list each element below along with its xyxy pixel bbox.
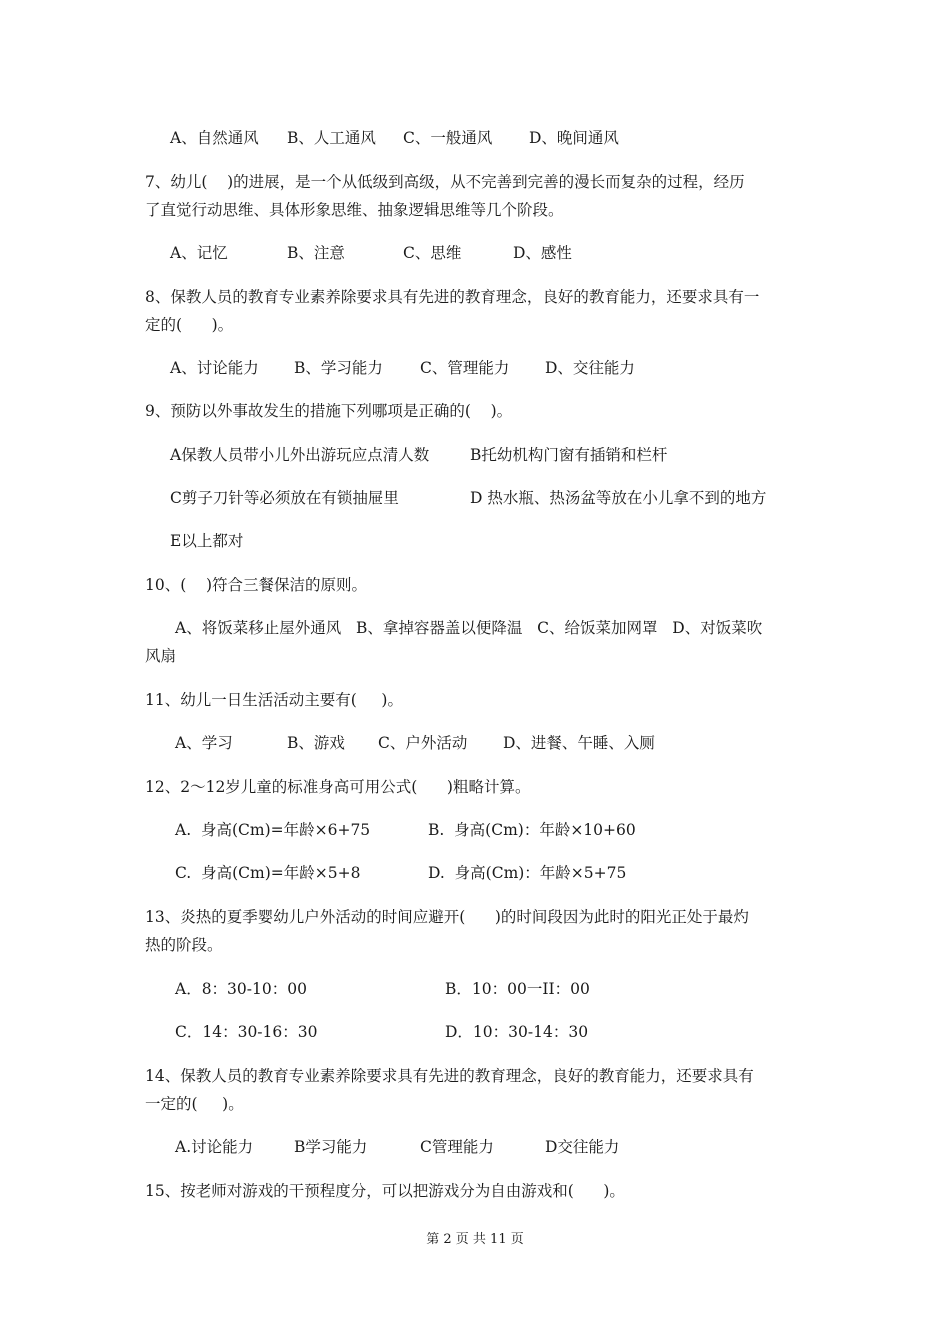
q14-option-a: A.讨论能力 xyxy=(175,1138,254,1156)
q11-option-c: C、户外活动 xyxy=(378,734,468,752)
q6-option-d: D、晚间通风 xyxy=(529,129,619,147)
q10-question: 10、( )符合三餐保洁的原则。 xyxy=(145,576,368,594)
q11-question: 11、幼儿一日生活活动主要有( )。 xyxy=(145,691,403,709)
q8-option-d: D、交往能力 xyxy=(545,359,635,377)
q9-option-d: D 热水瓶、热汤盆等放在小儿拿不到的地方 xyxy=(470,489,767,507)
q14-option-b: B学习能力 xyxy=(294,1138,368,1156)
q6-option-a: A、自然通风 xyxy=(170,129,259,147)
q7-option-a: A、记忆 xyxy=(170,244,228,262)
q14-option-d: D交往能力 xyxy=(545,1138,620,1156)
q9-option-b: B托幼机构门窗有插销和栏杆 xyxy=(470,446,668,464)
q7-option-d: D、感性 xyxy=(513,244,572,262)
q7-option-b: B、注意 xyxy=(287,244,345,262)
q9-option-a: A保教人员带小儿外出游玩应点清人数 xyxy=(170,446,430,464)
q6-option-b: B、人工通风 xyxy=(287,129,376,147)
q8-question-line1: 8、保教人员的教育专业素养除要求具有先进的教育理念，良好的教育能力，还要求具有一 xyxy=(145,288,760,306)
q9-question: 9、预防以外事故发生的措施下列哪项是正确的( )。 xyxy=(145,402,513,420)
q7-option-c: C、思维 xyxy=(403,244,462,262)
q14-question-line1: 14、保教人员的教育专业素养除要求具有先进的教育理念，良好的教育能力，还要求具有 xyxy=(145,1067,754,1085)
page-footer: 第 2 页 共 11 页 xyxy=(426,1232,524,1247)
q12-option-c: C. 身高(Cm)=年龄×5+8 xyxy=(175,864,361,882)
q12-option-a: A. 身高(Cm)=年龄×6+75 xyxy=(175,821,371,839)
q11-option-b: B、游戏 xyxy=(287,734,345,752)
q8-option-c: C、管理能力 xyxy=(420,359,510,377)
q12-question: 12、2～12岁儿童的标准身高可用公式( )粗略计算。 xyxy=(145,778,531,796)
q6-option-c: C、一般通风 xyxy=(403,129,493,147)
q9-option-c: C剪子刀针等必须放在有锁抽屉里 xyxy=(170,489,399,507)
q10-options-line-cont: 风扇 xyxy=(145,647,177,665)
q8-question-line2: 定的( )。 xyxy=(145,316,234,334)
q12-option-d: D. 身高(Cm)：年龄×5+75 xyxy=(428,864,627,882)
q13-option-d: D．10：30-14：30 xyxy=(445,1023,589,1041)
q11-option-a: A、学习 xyxy=(175,734,233,752)
q13-option-a: A．8：30-10：00 xyxy=(175,980,307,998)
q13-option-b: B．10：00一II：00 xyxy=(445,980,590,998)
q14-option-c: C管理能力 xyxy=(420,1138,494,1156)
q14-question-line2: 一定的( )。 xyxy=(145,1095,244,1113)
q10-options-line: A、将饭菜移止屋外通风 B、拿掉容器盖以便降温 C、给饭菜加网罩 D、对饭菜吹 xyxy=(175,619,763,637)
q7-question-line1: 7、幼儿( )的进展，是一个从低级到高级，从不完善到完善的漫长而复杂的过程，经历 xyxy=(145,173,745,191)
q13-option-c: C．14：30-16：30 xyxy=(175,1023,318,1041)
q13-question-line1: 13、炎热的夏季婴幼儿户外活动的时间应避开( )的时间段因为此时的阳光正处于最灼 xyxy=(145,908,749,926)
q12-option-b: B. 身高(Cm)：年龄×10+60 xyxy=(428,821,636,839)
q7-question-line2: 了直觉行动思维、具体形象思维、抽象逻辑思维等几个阶段。 xyxy=(145,201,564,219)
q15-question: 15、按老师对游戏的干预程度分，可以把游戏分为自由游戏和( )。 xyxy=(145,1182,625,1200)
q13-question-line2: 热的阶段。 xyxy=(145,936,223,954)
q8-option-b: B、学习能力 xyxy=(294,359,383,377)
q11-option-d: D、进餐、午睡、入厕 xyxy=(503,734,655,752)
q8-option-a: A、讨论能力 xyxy=(170,359,259,377)
q9-option-e: E以上都对 xyxy=(170,532,244,550)
